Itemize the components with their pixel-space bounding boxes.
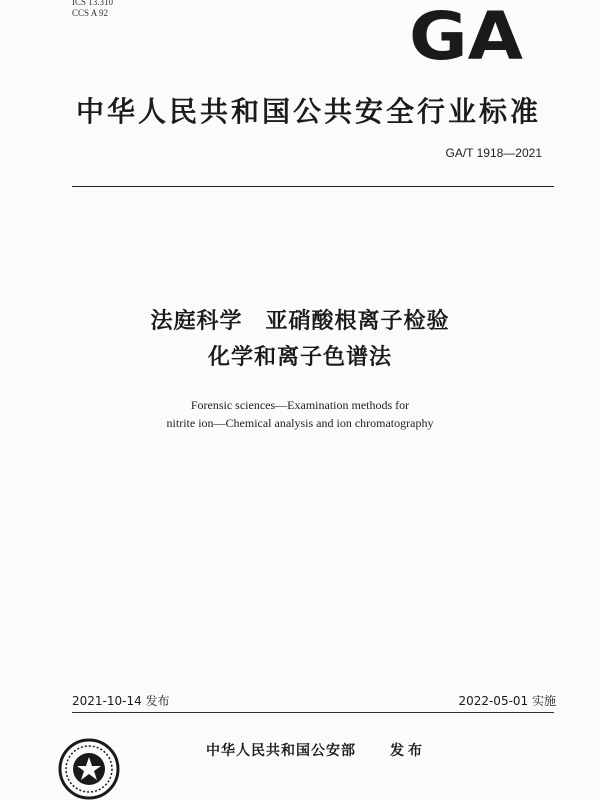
classification-codes <box>72 0 113 19</box>
title-chinese-line-2: 化学和离子色谱法 <box>207 345 392 370</box>
publisher-name: 中华人民共和国公安部 <box>206 743 356 759</box>
title-english-line-1: Forensic sciences—Examination methods for <box>190 398 410 412</box>
ics-code: ICS 13.310 <box>72 0 114 7</box>
standard-organization: 中华人民共和国公共安全行业标准 <box>76 95 542 128</box>
title-english-line-2: nitrite ion—Chemical analysis and ion chromatography <box>166 416 434 430</box>
implementation-date: 2022-05-01 实施 <box>458 694 556 708</box>
header-divider <box>72 186 554 187</box>
title-chinese-line-1: 法庭科学 亚硝酸根离子检验 <box>150 309 450 334</box>
publish-label: 发布 <box>390 743 426 759</box>
ga-logo-text: GA <box>409 6 523 62</box>
ccs-code: CCS A 92 <box>72 8 109 18</box>
standard-number: GA/T 1918—2021 <box>445 146 542 160</box>
ga-logo <box>408 6 524 62</box>
footer-divider <box>72 712 554 713</box>
issue-date: 2021-10-14 发布 <box>72 694 170 708</box>
ministry-seal-icon <box>58 738 120 800</box>
